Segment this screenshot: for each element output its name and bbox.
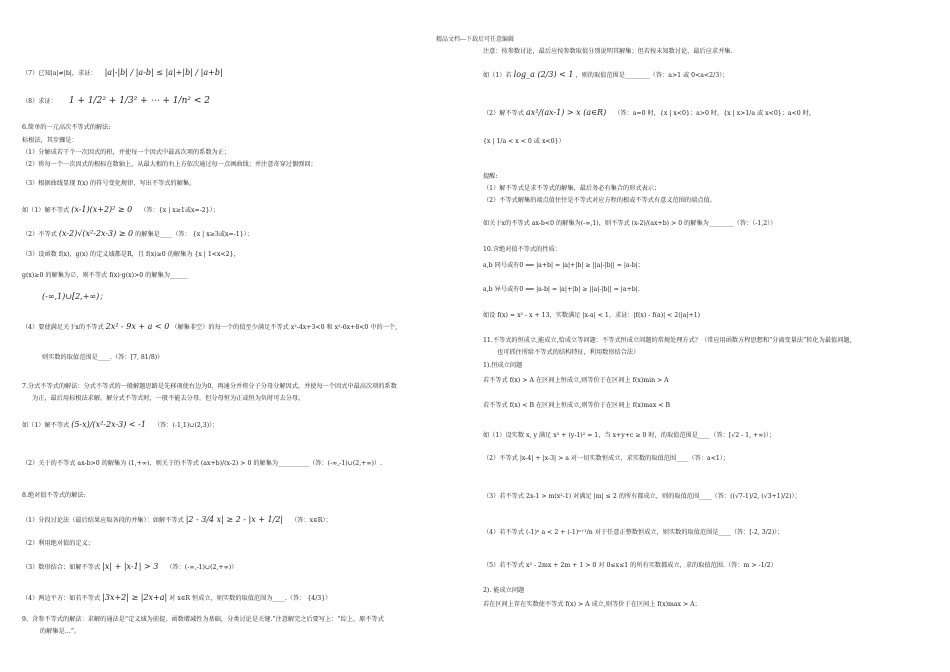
section-11-2: 2). 能成立问题 bbox=[483, 587, 525, 594]
s8-1-answer: （答：x∈R）； bbox=[291, 517, 332, 524]
item-7 bbox=[22, 68, 223, 78]
example-6-4 bbox=[22, 322, 397, 332]
r2-math: ax²/(ax-1) > x (a∈R) bbox=[526, 108, 607, 117]
right-ex-2 bbox=[483, 108, 815, 118]
right-ex-2-answer-2: {x | 1/a < x < 0 或 x<0}） bbox=[483, 138, 565, 145]
section-10-example: 如设 f(x) = x² - x + 13，实数满足 |x-a| < 1，求证：|f(x) - f(a)| < 2(|a|+1) bbox=[483, 312, 701, 319]
ex2-mid: 的解集是____（答： bbox=[135, 231, 191, 238]
tip-title: 提醒: bbox=[483, 173, 498, 180]
page-header: 精品文档---下载后可任意编辑 bbox=[435, 36, 515, 43]
section-11-b: 若不等式 f(x) < B 在区间上恒成立,则等价于在区间上 f(x)max < B bbox=[483, 402, 671, 409]
item-7-label: （7）已知|a|≠|b|，求证： bbox=[22, 70, 97, 77]
s8-4-math: |3x+2| ≥ |2x+a| bbox=[102, 593, 168, 602]
section-8-3 bbox=[22, 562, 237, 572]
tip-1: （1）解不等式是求不等式的解集，最后务必有集合的形式表示； bbox=[483, 185, 661, 192]
item-8 bbox=[22, 96, 210, 107]
s8-3-answer: （答：(-∞,-1)∪(2,+∞)） bbox=[166, 564, 238, 571]
ex2-math: (x-2)√(x²-2x-3) ≥ 0 bbox=[58, 229, 134, 238]
item-7-math: |a|-|b| / |a-b| ≤ |a|+|b| / |a+b| bbox=[104, 68, 223, 77]
section-6-title: 6.简单的一元高次不等式的解法: bbox=[22, 124, 111, 131]
section-11-line-2: 也可抓住所给不等式的结构特征，利用数形结合法） bbox=[497, 349, 640, 356]
item-8-label: （8）求证： bbox=[22, 98, 57, 105]
s8-1-math: |2 - 3/4 x| ≥ 2 - |x + 1/2| bbox=[185, 515, 284, 524]
section-11-title: 11.不等式的恒成立,能成立,恰成立等问题：不等式恒成立问题的常规处理方式？（常应用函数方程思想和“分离变量法”转化为最值问题, bbox=[483, 337, 852, 344]
section-7-title: 7.分式不等式的解法：分式不等式的一般解题思路是先移项使右边为0，再通分并将分子分母分解因式，并使每一个因式中最高次项的系数 bbox=[22, 383, 397, 390]
section-11-a: 若不等式 f(x) > A 在区间上恒成立,则等价于在区间上 f(x)min > A bbox=[483, 377, 669, 384]
note-line: 注意：按参数讨论，最后应按参数取值分别说明其解集；但若按未知数讨论，最后应求并集. bbox=[483, 48, 733, 55]
s7-ex1-label: 如（1）解不等式 bbox=[22, 422, 70, 429]
section-6-step-2: （2）将每一个一次因式的根标在数轴上，从最大根的右上方依次通过每一点画曲线；并注意奇穿过偶弹回； bbox=[22, 161, 317, 168]
question-2: （2）不等式 |x-4| + |x-3| > a 对一切实数恒成立，求实数的取值范围____（答：a<1）； bbox=[483, 455, 730, 462]
s8-4-label: （4）两边平方：如若不等式 bbox=[22, 595, 101, 602]
example-6-4-tail: 则实数的取值范围是____.（答：[7, 81/8)） bbox=[42, 354, 164, 361]
section-10-title: 10.含绝对值不等式的性质： bbox=[483, 246, 561, 253]
question-3: （3）若不等式 2x-1 > m(x²-1) 对满足 |m| ≤ 2 的所有都成立，则的取值范围____（答：((√7-1)/2, (√3+1)/2)）； bbox=[483, 493, 801, 500]
section-8-title: 8.绝对值不等式的解法: bbox=[22, 492, 86, 499]
section-8-1 bbox=[22, 515, 332, 525]
question-1: 如（1）设实数 x, y 满足 x² + (y-1)² = 1，当 x+y+c ≥ 0 时，的取值范围是____（答：[√2 - 1, +∞)）； bbox=[483, 432, 776, 439]
ex4-mid: （解集非空）的每一个的值至少满足不等式 x²-4x+3<0 和 x²-6x+8<0 中的一个, bbox=[171, 324, 398, 331]
section-8-4 bbox=[22, 593, 331, 603]
section-11-2a: 若在区间上存在实数使不等式 f(x) > A 成立,则等价于在区间上 f(x)max > A； bbox=[483, 601, 701, 608]
section-11-1: 1).恒成立问题 bbox=[483, 362, 523, 369]
example-6-2 bbox=[22, 229, 253, 239]
question-4: （4）若不等式 (-1)ⁿ a < 2 + (-1)ⁿ⁺¹/n 对于任意正整数恒成立，则实数的取值范围是____（答：[-2, 3/2)）； bbox=[483, 529, 784, 536]
ex2-answer: {x | x≥3或x=-1}）； bbox=[192, 231, 253, 238]
tip-2: （2）不等式解集的端点值往往是不等式对应方程的根或不等式有意义范围的端点值。 bbox=[483, 197, 716, 204]
r2-label: （2）解不等式 bbox=[483, 110, 525, 117]
section-9-line-2: 的解集是…”。 bbox=[40, 628, 81, 635]
section-6-step-3: （3）根据曲线显现 f(x) 的符号变化规律，写出不等式的解集。 bbox=[22, 180, 196, 187]
example-6-3-answer: (-∞,1)∪[2,+∞)； bbox=[42, 292, 108, 301]
example-6-3: （3）设函数 f(x)，g(x) 的定义域都是R，且 f(x)≥0 的解集为 {x | 1<x<2}， bbox=[22, 251, 240, 258]
ex1-math: (x-1)(x+2)² ≥ 0 bbox=[71, 205, 133, 214]
ex1-answer: （答：{x | x≥1或x=-2}）； bbox=[140, 207, 219, 214]
section-6-root: 标根法，其步骤是： bbox=[22, 137, 78, 144]
r1-math: log_a (2/3) < 1 bbox=[513, 70, 574, 79]
r1-label: 如（1）若 bbox=[483, 72, 512, 79]
s7-ex1-math: (5-x)/(x²-2x-3) < -1 bbox=[71, 420, 146, 429]
s8-3-label: （3）数形结合；如解不等式 bbox=[22, 564, 101, 571]
right-ex-1 bbox=[483, 70, 728, 80]
s8-4-answer: {4/3}） bbox=[307, 595, 332, 602]
example-7-2: （2）关于的不等式 ax-b>0 的解集为 (1,+∞)，则关于的不等式 (ax+b)/(x-2) > 0 的解集为__________（答：(-∞,-1)∪(2,+∞)）. bbox=[22, 460, 383, 467]
section-8-2: （2）利用绝对值的定义； bbox=[22, 540, 94, 547]
s8-1-label: （1）分段讨论法（最后结果应取各段的并集）：如解不等式 bbox=[22, 517, 184, 524]
ex1-label: 如（1）解不等式 bbox=[22, 207, 70, 214]
example-6-1 bbox=[22, 205, 219, 215]
section-10-b: a,b 异号或有0 ⟺ |a-b| = |a|+|b| ≥ ||a|-|b|| = |a+b|. bbox=[483, 286, 640, 293]
example-7-1 bbox=[22, 420, 218, 430]
example-6-3b: g(x)≥0 的解集为∅，则不等式 f(x)·g(x)>0 的解集为______ bbox=[22, 272, 189, 279]
r2-answer: （答：a=0 时，{x | x<0}；a>0 时，{x | x>1/a 或 x<0}；a<0 时， bbox=[614, 110, 816, 117]
item-8-math: 1 + 1/2² + 1/3² + ⋯ + 1/n² < 2 bbox=[68, 96, 210, 106]
section-10-a: a,b 同号或有0 ⟺ |a+b| = |a|+|b| ≥ ||a|-|b|| = |a-b|； bbox=[483, 262, 644, 269]
section-9: 9、含参不等式的解法：求解的通法是“定义域为前提，函数增减性为基础，分类讨论是关键.”注意解完之后要写上：“综上，原不等式 bbox=[22, 616, 384, 623]
r1-mid: ，则的取值范围是________（答：a>1 或 0<a<2/3）； bbox=[575, 72, 729, 79]
s8-4-mid: 对 x∈R 恒成立，则实数的取值范围为____.（答： bbox=[169, 595, 306, 602]
s8-3-math: |x| + |x-1| > 3 bbox=[102, 562, 159, 571]
section-7-line-2: 为正，最后用标根法求解。解分式不等式时，一般不能去分母，但分母恒为正或恒为负时可去分母。 bbox=[32, 395, 305, 402]
question-5: （5）若不等式 x² - 2mx + 2m + 1 > 0 对 0≤x≤1 的所有实数都成立，求的取值范围.（答：m > -1/2） bbox=[483, 562, 777, 569]
ex4-label: （4）要使满足关于x的不等式 bbox=[22, 324, 104, 331]
s7-ex1-answer: （答：(-1,1)∪(2,3)）； bbox=[153, 422, 219, 429]
ex4-math: 2x² - 9x + a < 0 bbox=[105, 322, 170, 331]
ex2-label: （2）不等式 bbox=[22, 231, 57, 238]
tip-example: 如关于x的不等式 ax-b<0 的解集为(-∞,1)，则不等式 (x-2)/(ax+b) > 0 的解集为________（答：（-1,2）） bbox=[483, 220, 777, 227]
section-6-step-1: （1）分解成若干个一次因式的积，并使每一个因式中最高次项的系数为正； bbox=[22, 149, 231, 156]
